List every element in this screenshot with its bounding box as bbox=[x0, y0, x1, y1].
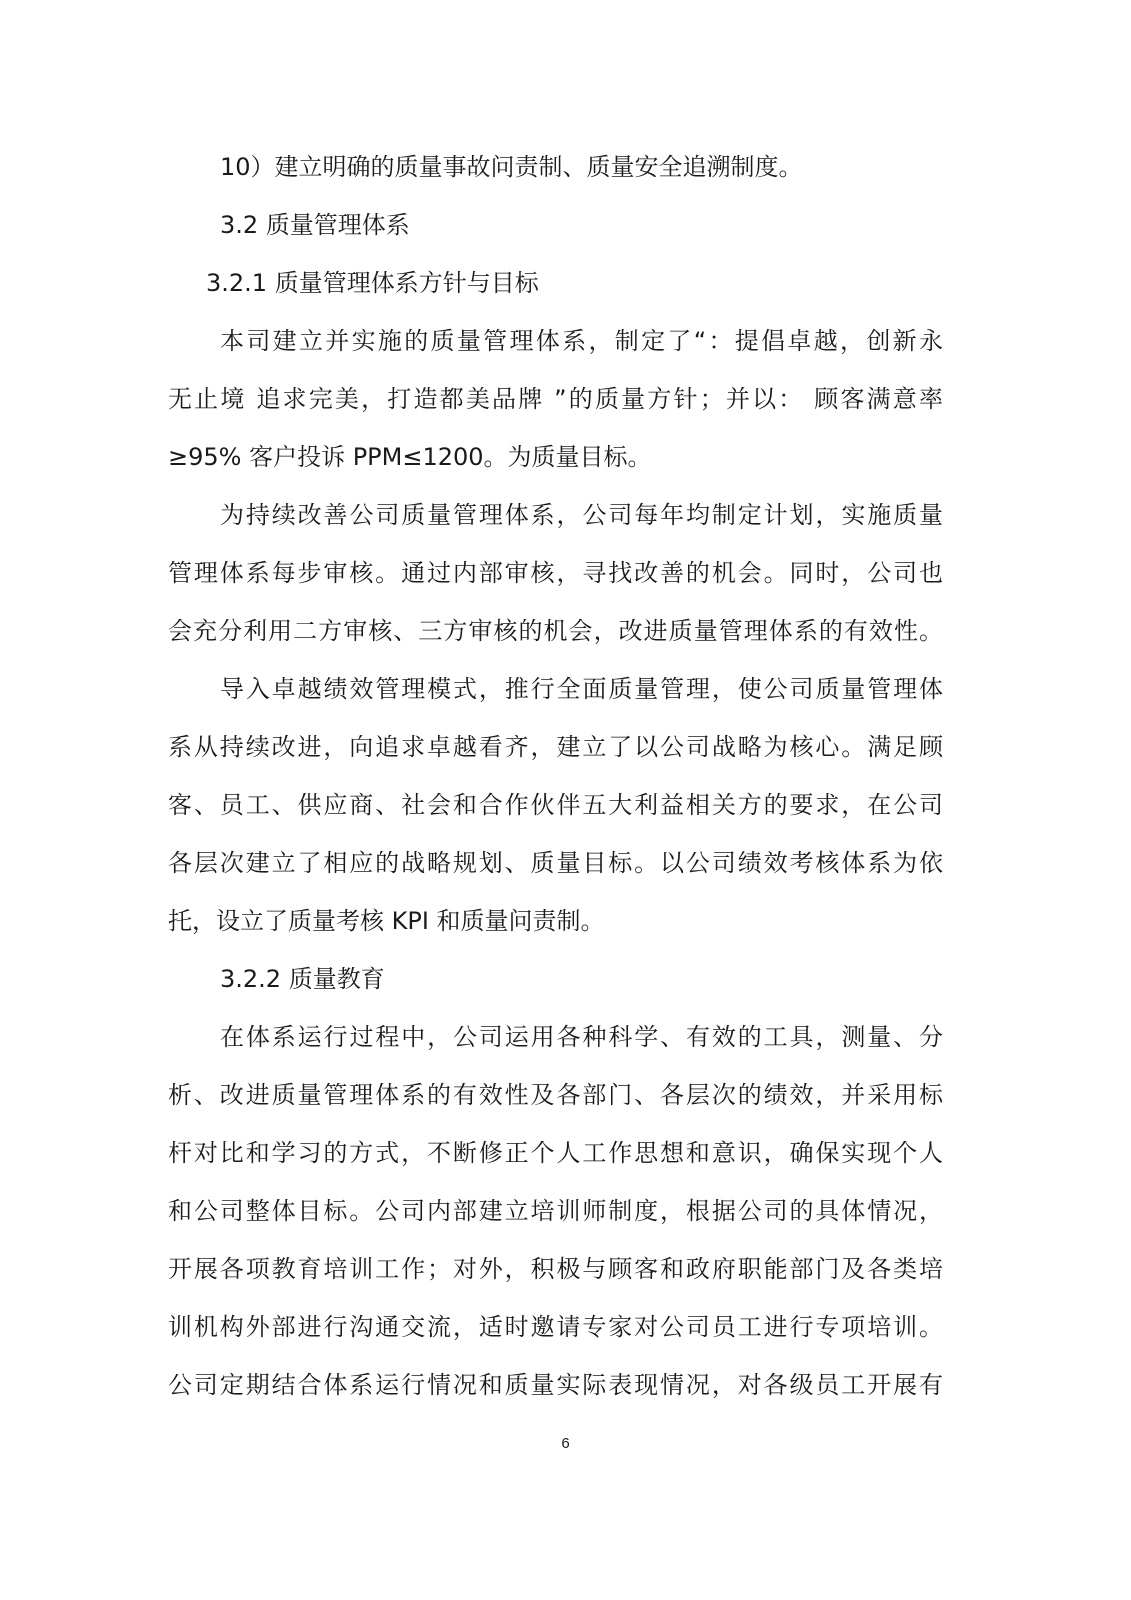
paragraph-line: 和公司整体目标。公司内部建立培训师制度，根据公司的具体情况， bbox=[168, 1197, 943, 1225]
paragraph-line: 公司定期结合体系运行情况和质量实际表现情况，对各级员工开展有 bbox=[168, 1371, 943, 1399]
paragraph-line: 托，设立了质量考核 KPI 和质量问责制。 bbox=[168, 907, 605, 935]
paragraph-line: 析、改进质量管理体系的有效性及各部门、各层次的绩效，并采用标 bbox=[168, 1081, 943, 1109]
paragraph-line: 会充分利用二方审核、三方审核的机会，改进质量管理体系的有效性。 bbox=[168, 617, 943, 645]
paragraph-line: ≥95% 客户投诉 PPM≤1200。为质量目标。 bbox=[168, 443, 652, 471]
paragraph-line: 各层次建立了相应的战略规划、质量目标。以公司绩效考核体系为依 bbox=[168, 849, 943, 877]
paragraph-line: 无止境 追求完美，打造都美品牌 ”的质量方针；并以： 顾客满意率 bbox=[168, 385, 943, 413]
paragraph-line: 训机构外部进行沟通交流，适时邀请专家对公司员工进行专项培训。 bbox=[168, 1313, 943, 1341]
paragraph-line: 导入卓越绩效管理模式，推行全面质量管理，使公司质量管理体 bbox=[220, 675, 943, 703]
section-heading-3-2: 3.2 质量管理体系 bbox=[220, 211, 410, 239]
paragraph-line: 开展各项教育培训工作；对外，积极与顾客和政府职能部门及各类培 bbox=[168, 1255, 943, 1283]
paragraph-line: 客、员工、供应商、社会和合作伙伴五大利益相关方的要求，在公司 bbox=[168, 791, 943, 819]
subsection-heading-3-2-1: 3.2.1 质量管理体系方针与目标 bbox=[206, 269, 539, 297]
page-number: 6 bbox=[561, 1435, 570, 1452]
paragraph-line: 本司建立并实施的质量管理体系，制定了“：提倡卓越，创新永 bbox=[220, 327, 943, 355]
paragraph-line: 在体系运行过程中，公司运用各种科学、有效的工具，测量、分 bbox=[220, 1023, 943, 1051]
paragraph-line: 管理体系每步审核。通过内部审核，寻找改善的机会。同时，公司也 bbox=[168, 559, 943, 587]
paragraph-line: 系从持续改进，向追求卓越看齐，建立了以公司战略为核心。满足顾 bbox=[168, 733, 943, 761]
paragraph-line: 杆对比和学习的方式，不断修正个人工作思想和意识，确保实现个人 bbox=[168, 1139, 943, 1167]
list-item-10: 10）建立明确的质量事故问责制、质量安全追溯制度。 bbox=[220, 153, 803, 181]
document-body bbox=[168, 138, 943, 1414]
subsection-heading-3-2-2: 3.2.2 质量教育 bbox=[220, 965, 385, 993]
paragraph-line: 为持续改善公司质量管理体系，公司每年均制定计划，实施质量 bbox=[220, 501, 943, 529]
